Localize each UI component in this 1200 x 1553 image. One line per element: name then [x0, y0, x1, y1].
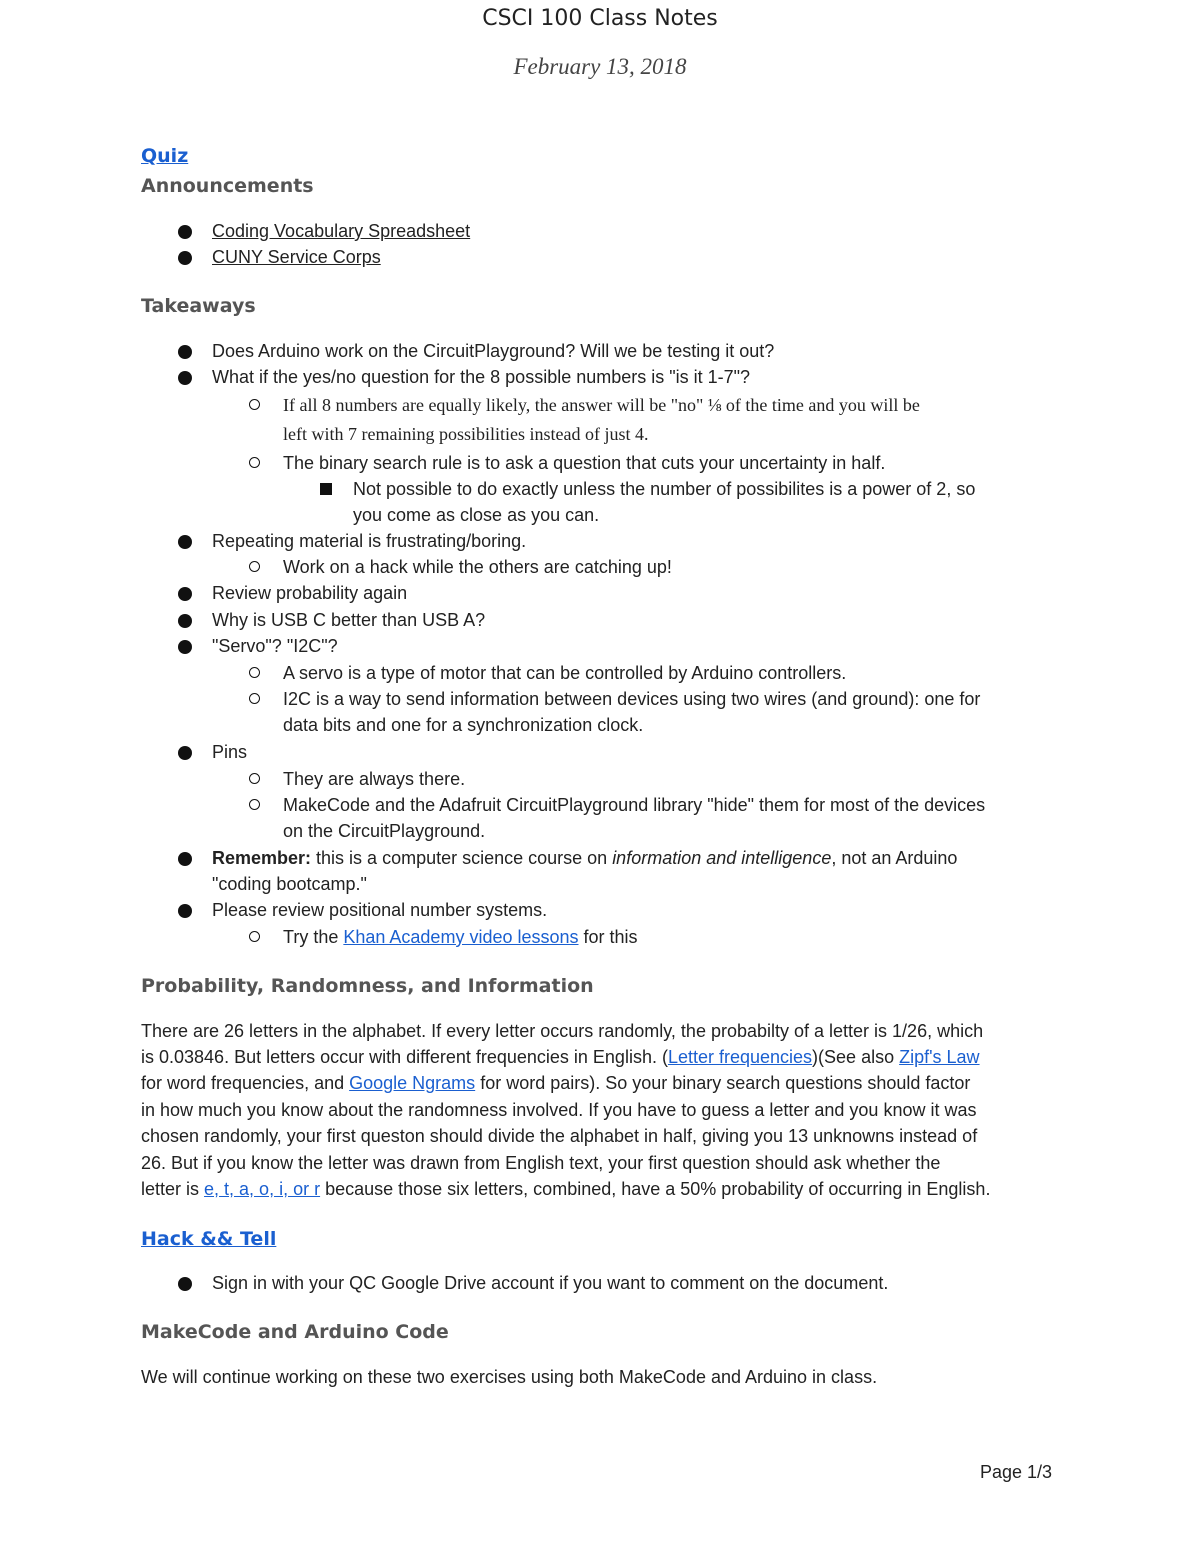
cuny-service-corps-link[interactable]: CUNY Service Corps: [212, 247, 381, 267]
bullet-icon: [178, 345, 192, 359]
takeaway-item: Why is USB C better than USB A?: [212, 610, 486, 630]
paragraph-line: [141, 1176, 990, 1202]
bullet-icon: [178, 1277, 192, 1291]
hollow-bullet-icon: [249, 667, 260, 678]
takeaway-subitem-cont: left with 7 remaining possibilities instead of just 4.: [283, 424, 649, 444]
takeaway-subitem: Work on a hack while the others are catching up!: [283, 557, 672, 577]
paragraph-line: [141, 1070, 970, 1096]
remember-text-post: , not an Arduino: [831, 848, 958, 868]
hollow-bullet-icon: [249, 799, 260, 810]
quiz-link[interactable]: Quiz: [141, 145, 189, 167]
remember-text-pre: this is a computer science course on: [311, 848, 613, 868]
takeaway-subitem: They are always there.: [283, 769, 466, 789]
takeaway-item: Does Arduino work on the CircuitPlayground? Will we be testing it out?: [212, 341, 775, 361]
letter-frequencies-link[interactable]: Letter frequencies: [667, 1047, 813, 1067]
takeaway-subitem: If all 8 numbers are equally likely, the answer will be "no" ⅛ of the time and you will be: [283, 395, 920, 415]
common-letters-link[interactable]: e, t, a, o, i, or r: [204, 1179, 321, 1199]
makecode-heading: MakeCode and Arduino Code: [141, 1321, 449, 1343]
takeaway-item: Review probability again: [212, 583, 408, 603]
takeaway-subsubitem: Not possible to do exactly unless the number of possibilites is a power of 2, so: [353, 479, 976, 499]
khan-academy-link[interactable]: Khan Academy video lessons: [343, 927, 579, 947]
google-ngrams-link[interactable]: Google Ngrams: [349, 1073, 476, 1093]
square-bullet-icon: [320, 483, 332, 495]
text-segment: for word pairs). So your binary search questions should factor: [475, 1073, 971, 1093]
takeaway-item: Please review positional number systems.: [212, 900, 548, 920]
announcements-heading: Announcements: [141, 175, 314, 197]
hack-and-tell-link[interactable]: Hack && Tell: [141, 1228, 277, 1250]
bullet-icon: [178, 614, 192, 628]
takeaway-item: Repeating material is frustrating/boring.: [212, 531, 527, 551]
hollow-bullet-icon: [249, 773, 260, 784]
remember-emphasis: information and intelligence: [612, 848, 832, 868]
paragraph-line: in how much you know about the randomness involved. If you have to guess a letter and you know it was: [141, 1100, 977, 1120]
khan-text-pre: Try the: [283, 927, 344, 947]
takeaway-item-remember: [212, 845, 957, 871]
probability-heading: Probability, Randomness, and Information: [141, 975, 594, 997]
takeaway-subitem: [283, 924, 638, 950]
bullet-icon: [178, 225, 192, 239]
zipfs-law-link[interactable]: Zipf's Law: [899, 1047, 980, 1067]
document-title: CSCI 100 Class Notes: [482, 6, 718, 31]
hollow-bullet-icon: [249, 561, 260, 572]
bullet-icon: [178, 251, 192, 265]
takeaway-subitem-cont: data bits and one for a synchronization clock.: [283, 715, 644, 735]
paragraph-line: [141, 1044, 980, 1070]
takeaway-subitem: A servo is a type of motor that can be controlled by Arduino controllers.: [283, 663, 847, 683]
text-segment: because those six letters, combined, have a 50% probability of occurring in English.: [320, 1179, 991, 1199]
makecode-paragraph: We will continue working on these two exercises using both MakeCode and Arduino in class.: [141, 1367, 878, 1387]
takeaway-subitem: I2C is a way to send information between devices using two wires (and ground): one for: [283, 689, 981, 709]
remember-label: Remember:: [212, 848, 312, 868]
paragraph-line: There are 26 letters in the alphabet. If every letter occurs randomly, the probabilty of a letter is 1/26, which: [141, 1021, 984, 1041]
coding-vocabulary-link[interactable]: Coding Vocabulary Spreadsheet: [212, 221, 471, 241]
takeaway-item-cont: "coding bootcamp.": [212, 874, 367, 894]
bullet-icon: [178, 852, 192, 866]
khan-text-post: for this: [578, 927, 638, 947]
hollow-bullet-icon: [249, 399, 260, 410]
paragraph-line: chosen randomly, your first queston should divide the alphabet in half, giving you 13 unknowns instead of: [141, 1126, 978, 1146]
hollow-bullet-icon: [249, 693, 260, 704]
takeaway-item: "Servo"? "I2C"?: [212, 636, 338, 656]
bullet-icon: [178, 371, 192, 385]
takeaway-subitem-cont: on the CircuitPlayground.: [283, 821, 486, 841]
takeaway-subitem: The binary search rule is to ask a question that cuts your uncertainty in half.: [283, 453, 886, 473]
takeaway-item: Pins: [212, 742, 248, 762]
paragraph-line: 26. But if you know the letter was drawn from English text, your first question should ask whether the: [141, 1153, 941, 1173]
takeaway-subsubitem-cont: you come as close as you can.: [353, 505, 600, 525]
bullet-icon: [178, 535, 192, 549]
page-number: Page 1/3: [980, 1462, 1053, 1482]
text-segment: for word frequencies, and: [141, 1073, 350, 1093]
document-date: February 13, 2018: [513, 54, 687, 79]
bullet-icon: [178, 904, 192, 918]
hollow-bullet-icon: [249, 457, 260, 468]
hack-item: Sign in with your QC Google Drive account if you want to comment on the document.: [212, 1273, 889, 1293]
text-segment: is 0.03846. But letters occur with different frequencies in English. (: [141, 1047, 668, 1067]
takeaway-subitem: MakeCode and the Adafruit CircuitPlayground library "hide" them for most of the devices: [283, 795, 986, 815]
bullet-icon: [178, 746, 192, 760]
hollow-bullet-icon: [249, 931, 260, 942]
text-segment: )(See also: [812, 1047, 900, 1067]
bullet-icon: [178, 640, 192, 654]
bullet-icon: [178, 587, 192, 601]
text-segment: letter is: [141, 1179, 205, 1199]
takeaway-item: What if the yes/no question for the 8 possible numbers is "is it 1-7"?: [212, 367, 751, 387]
takeaways-heading: Takeaways: [141, 295, 256, 317]
